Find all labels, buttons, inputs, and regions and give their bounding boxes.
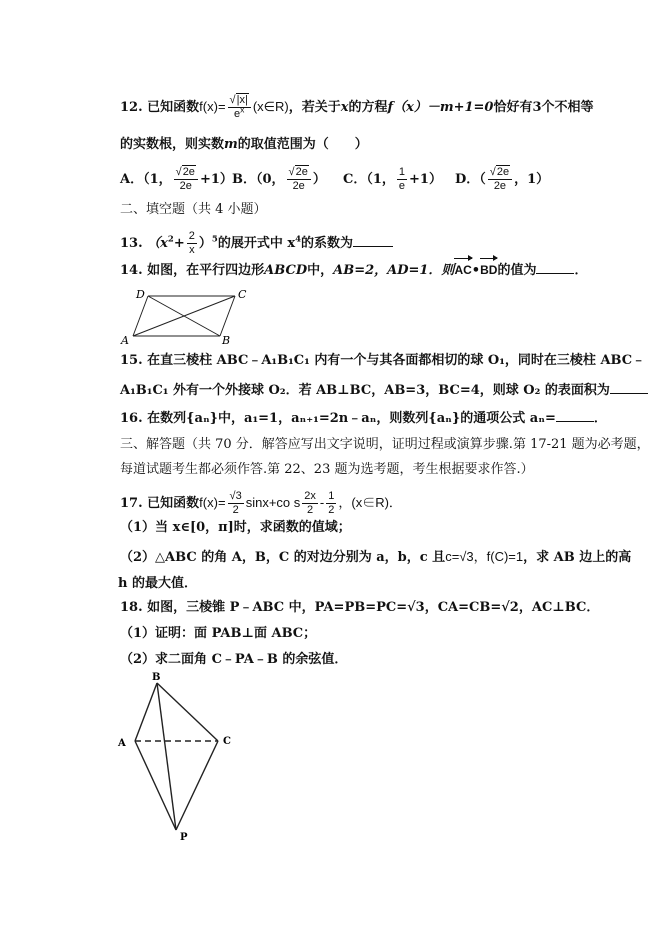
q16-end: ．	[593, 411, 607, 426]
vertex-a-label: A	[121, 334, 129, 347]
q17-fx: f(x)=	[199, 495, 226, 510]
q13-plus: +	[173, 236, 185, 251]
q17-frac2	[302, 490, 318, 517]
option-c-label: C．	[343, 172, 367, 187]
q13-text2: 的系数为	[301, 236, 354, 251]
q16-text: 在数列{aₙ}中，a₁=1，aₙ₊₁=2n﹣aₙ，则数列{aₙ}的通项公式 aₙ=	[147, 411, 556, 426]
q12-option-b	[232, 166, 326, 193]
option-a-num: 2e	[182, 166, 195, 178]
option-c-num: 1	[398, 166, 406, 178]
q16-number: 16.	[120, 411, 143, 426]
edge-bc	[157, 683, 218, 741]
q17-part2-a: （2）△ABC 的角 A，B，C 的对边分别为 a，b，c 且	[120, 550, 446, 565]
option-c-post: +1）	[409, 172, 442, 187]
q18-line1	[120, 599, 599, 617]
vertex-c-label: C	[223, 736, 231, 747]
q13-text: 的展开式中 x	[217, 236, 296, 251]
q14-end: ．	[574, 263, 588, 278]
q14-abcd: ABCD	[264, 263, 308, 278]
q13-frac-num: 2	[188, 230, 195, 242]
section-2-title: 二、填空题（共 4 小题）	[120, 202, 267, 217]
pyramid-figure	[110, 670, 250, 850]
q13-number: 13.	[120, 236, 143, 251]
q12-line2	[120, 136, 368, 154]
option-c-den: e	[398, 180, 406, 192]
q12-equation: f（x）－m+1=0	[387, 100, 494, 115]
q12-fx: f(x)=	[199, 99, 226, 114]
q12-frac-den: e	[233, 108, 241, 120]
q12-var-m: m	[224, 137, 238, 152]
q16-line	[120, 408, 607, 428]
q17-line1	[120, 490, 402, 517]
option-a-den: 2e	[179, 180, 192, 192]
q17-frac1-den: 2	[232, 504, 239, 516]
q12-text1: 已知函数	[147, 100, 200, 115]
q13-fraction	[187, 230, 197, 257]
q17-frac2-den: 2	[307, 504, 314, 516]
q13-sup: 2	[167, 234, 174, 245]
q15-line1	[120, 352, 645, 370]
option-b-pre: （0，	[256, 172, 285, 187]
q15-text2: A₁B₁C₁ 外有一个外接球 O₂．若 AB⊥BC，AB=3，BC=4，则球 O₂ 的表面积为	[120, 383, 610, 398]
vertex-p-label: P	[180, 832, 188, 843]
q12-text4: 恰好有3个不相等	[493, 100, 594, 115]
option-c-pre: （1，	[366, 172, 395, 187]
option-d-label: D．	[455, 172, 480, 187]
q17-part2-c: ，求 AB 边上的高	[523, 550, 632, 565]
option-a-pre: （1，	[143, 172, 172, 187]
option-b-num: 2e	[295, 166, 308, 178]
q13-line	[120, 230, 393, 257]
option-d-post: ，1）	[514, 172, 550, 187]
vertex-c-label: C	[238, 288, 247, 301]
q17-domain: ，(x∈R)．	[338, 495, 402, 510]
option-a-post: +1）	[199, 172, 233, 187]
vertex-b-label: B	[222, 334, 231, 347]
q18-number: 18.	[120, 600, 143, 615]
diag-bd	[148, 296, 220, 336]
q14-answer-blank[interactable]	[536, 260, 574, 274]
q13-power: 5	[211, 234, 218, 245]
q14-text2: 中，	[307, 263, 334, 278]
q13-close: ）	[198, 236, 212, 251]
q17-text1: 已知函数	[147, 496, 200, 511]
q17-part2-cont: h 的最大值．	[118, 576, 197, 591]
q17-frac2-num: 2x	[304, 490, 316, 502]
vertex-b-label: B	[152, 672, 161, 683]
q17-frac1-num: √3	[229, 490, 242, 502]
option-a-fraction: $\frac{√2e}{2e}$	[174, 166, 198, 193]
q12-frac-num: |x|	[236, 94, 248, 106]
option-d-den: 2e	[493, 180, 507, 192]
q12-var-x: x	[340, 100, 349, 115]
option-d-num: 2e	[496, 166, 510, 178]
parallelogram-figure	[118, 286, 258, 350]
q16-answer-blank[interactable]	[556, 408, 594, 422]
q12-line1	[120, 94, 594, 121]
q12-option-a	[120, 166, 233, 193]
q17-number: 17.	[120, 496, 143, 511]
q18-part2: （2）求二面角 C﹣PA﹣B 的余弦值．	[120, 652, 348, 667]
q17-mid: sinx+co s	[245, 495, 301, 510]
vertex-d-label: D	[136, 288, 145, 301]
option-b-label: B．	[232, 172, 256, 187]
q13-x-power: 4	[295, 234, 302, 245]
q15-answer-blank[interactable]	[610, 380, 648, 394]
q14-text1: 如图，在平行四边形	[147, 263, 265, 278]
q17-part2-b: c=√3，f(C)=1	[445, 549, 524, 564]
option-b-post: ）	[312, 172, 326, 187]
option-c-fraction	[397, 166, 407, 193]
q13-frac-den: x	[189, 244, 195, 256]
q17-frac3-den: 2	[328, 504, 335, 516]
q13-part-a: （x	[147, 236, 168, 251]
q14-dot: •	[471, 263, 481, 278]
option-d-fraction: $\frac{√2e}{2e}$	[488, 166, 512, 193]
section-3-line1: 三、解答题（共 70 分．解答应写出文字说明，证明过程或演算步骤.第 17-21 题为必考题，	[120, 437, 650, 452]
option-d-pre: （	[479, 172, 486, 187]
edge-ad	[133, 296, 148, 336]
q17-frac3-num: 1	[328, 490, 335, 502]
q17-part1: （1）当 x∈[0，π]时，求函数的值域；	[120, 520, 351, 535]
option-b-den: 2e	[292, 180, 305, 192]
section-3-line2: 每道试题考生都必须作答.第 22、23 题为选考题，考生根据要求作答.）	[120, 462, 534, 477]
q18-part1: （1）证明：面 PAB⊥面 ABC；	[120, 626, 317, 641]
q12-option-d	[455, 166, 549, 193]
q14-line	[120, 260, 587, 280]
option-b-fraction: $\frac{√2e}{2e}$	[287, 166, 311, 193]
q15-line2	[120, 380, 648, 400]
q14-number: 14.	[120, 263, 143, 278]
q12-text2: ，若关于	[288, 100, 341, 115]
q17-frac3	[326, 490, 336, 517]
q12-line2-b: 的取值范围为（ ）	[237, 137, 368, 152]
q15-number: 15.	[120, 353, 143, 368]
q14-text3: 的值为	[497, 263, 537, 278]
q17-minus: -	[319, 495, 325, 510]
option-a-label: A．	[120, 172, 144, 187]
q18-text1: 如图，三棱锥 P﹣ABC 中，PA=PB=PC=√3，CA=CB=√2，AC⊥BC．	[147, 600, 600, 615]
q12-domain: (x∈R)	[252, 99, 289, 114]
q12-line2-a: 的实数根，则实数	[120, 137, 225, 152]
q17-frac1	[228, 490, 244, 517]
q12-option-c	[343, 166, 442, 193]
q12-number: 12.	[120, 100, 143, 115]
q14-vector-ac: AC	[454, 263, 472, 277]
vertex-a-label: A	[118, 738, 126, 749]
q12-frac-den-sup: x	[240, 104, 245, 115]
q12-fraction: $\frac{√|x|}{e^x}$	[228, 94, 251, 121]
edge-bc	[220, 296, 235, 336]
edge-cp	[176, 741, 218, 830]
edge-ab	[135, 683, 157, 741]
q15-text1: 在直三棱柱 ABC﹣A₁B₁C₁ 内有一个与其各面都相切的球 O₁，同时在三棱柱 ABC﹣	[147, 353, 646, 368]
q17-part2	[120, 548, 631, 567]
q14-given: AB=2，AD=1．则	[333, 263, 455, 278]
q14-vector-bd: BD	[480, 263, 498, 277]
q13-answer-blank[interactable]	[353, 233, 393, 247]
q12-text3: 的方程	[348, 100, 388, 115]
